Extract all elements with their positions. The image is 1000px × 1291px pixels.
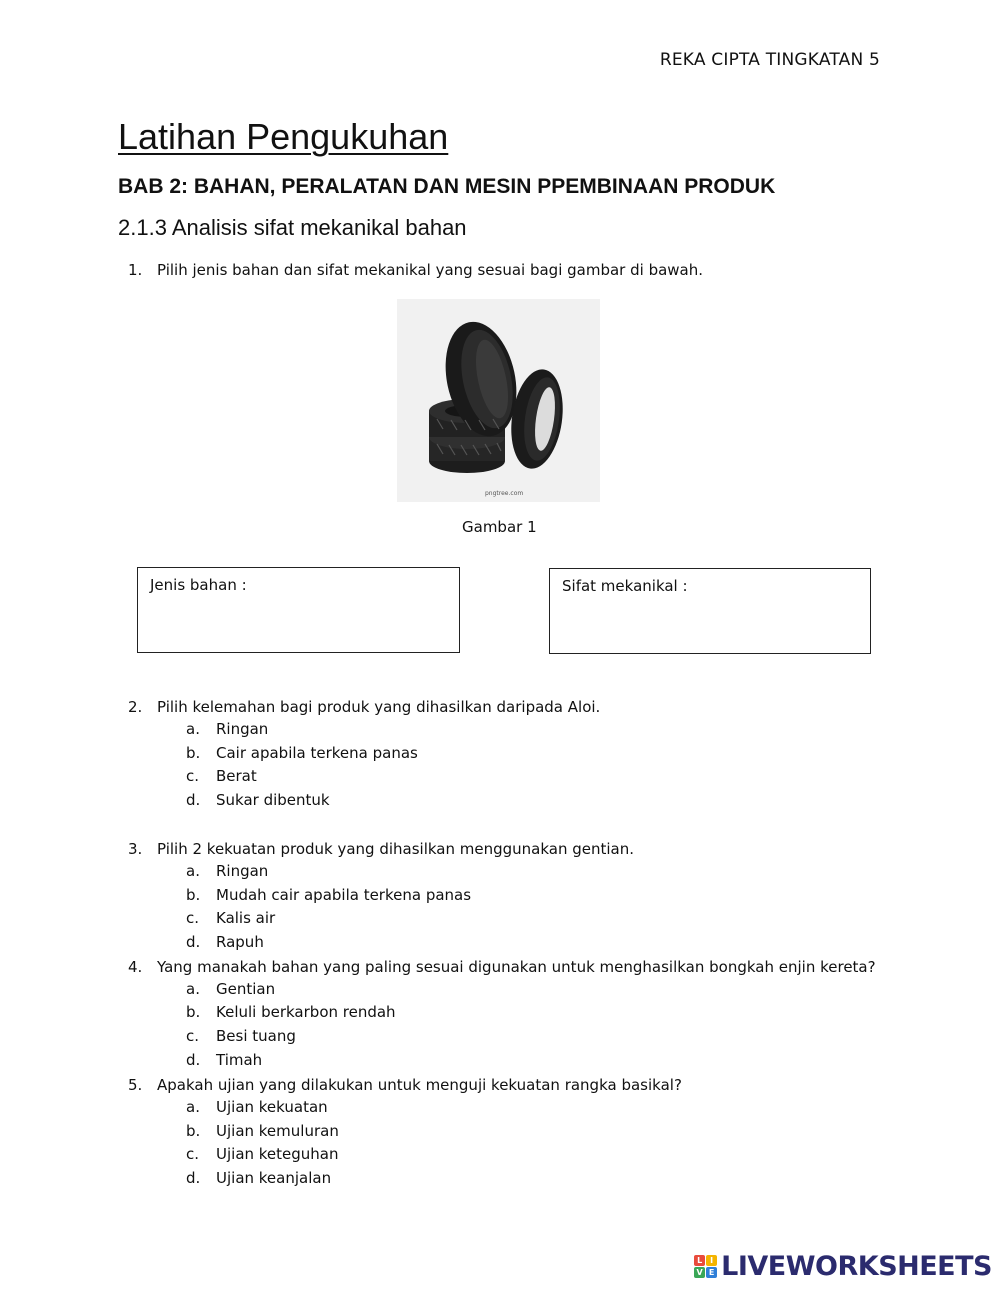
- material-label: Jenis bahan :: [150, 576, 247, 594]
- question-text: Pilih jenis bahan dan sifat mekanikal yang sesuai bagi gambar di bawah.: [157, 261, 704, 279]
- option-text: Mudah cair apabila terkena panas: [216, 886, 472, 904]
- material-answer-box[interactable]: [137, 567, 460, 653]
- option-letter: a.: [186, 720, 200, 738]
- option-letter: a.: [186, 862, 200, 880]
- option-text: Ujian kekuatan: [216, 1098, 328, 1116]
- question-number: 4.: [128, 958, 143, 976]
- question-number: 3.: [128, 840, 143, 858]
- option-letter: b.: [186, 1122, 201, 1140]
- option-letter: c.: [186, 909, 200, 927]
- question-number: 1.: [128, 261, 143, 279]
- option-text: Keluli berkarbon rendah: [216, 1003, 396, 1021]
- option-letter: a.: [186, 980, 200, 998]
- logo-block-v: V: [694, 1267, 705, 1278]
- option-text: Cair apabila terkena panas: [216, 744, 418, 762]
- page-title: Latihan Pengukuhan: [118, 116, 449, 157]
- question-text: Yang manakah bahan yang paling sesuai digunakan untuk menghasilkan bongkah enjin kereta?: [157, 958, 876, 976]
- option-letter: d.: [186, 1169, 201, 1187]
- tyres-image: [397, 299, 600, 502]
- tyres-illustration: [397, 299, 600, 502]
- option-letter: d.: [186, 933, 201, 951]
- option-letter: b.: [186, 1003, 201, 1021]
- property-answer-box[interactable]: [549, 568, 871, 654]
- logo-blocks-icon: [694, 1255, 717, 1278]
- image-watermark: pngtree.com: [485, 490, 524, 497]
- option-text: Ujian keteguhan: [216, 1145, 339, 1163]
- logo-text: LIVEWORKSHEETS: [721, 1250, 992, 1282]
- option-text: Kalis air: [216, 909, 276, 927]
- liveworksheets-logo[interactable]: [694, 1251, 992, 1281]
- option-text: Sukar dibentuk: [216, 791, 330, 809]
- option-text: Rapuh: [216, 933, 264, 951]
- option-text: Ujian keanjalan: [216, 1169, 332, 1187]
- subsection-heading: 2.1.3 Analisis sifat mekanikal bahan: [118, 215, 467, 240]
- option-text: Besi tuang: [216, 1027, 296, 1045]
- option-text: Gentian: [216, 980, 276, 998]
- option-letter: b.: [186, 744, 201, 762]
- option-text: Ringan: [216, 720, 269, 738]
- figure-caption: Gambar 1: [462, 518, 537, 536]
- option-letter: a.: [186, 1098, 200, 1116]
- chapter-heading: BAB 2: BAHAN, PERALATAN DAN MESIN PPEMBINAAN PRODUK: [118, 175, 776, 198]
- option-text: Ujian kemuluran: [216, 1122, 339, 1140]
- question-number: 5.: [128, 1076, 143, 1094]
- option-letter: c.: [186, 1027, 200, 1045]
- question-text: Pilih 2 kekuatan produk yang dihasilkan menggunakan gentian.: [157, 840, 635, 858]
- logo-block-i: I: [706, 1255, 717, 1266]
- option-letter: c.: [186, 1145, 200, 1163]
- question-number: 2.: [128, 698, 143, 716]
- option-letter: b.: [186, 886, 201, 904]
- option-text: Berat: [216, 767, 257, 785]
- question-text: Apakah ujian yang dilakukan untuk menguji kekuatan rangka basikal?: [157, 1076, 682, 1094]
- question-text: Pilih kelemahan bagi produk yang dihasilkan daripada Aloi.: [157, 698, 601, 716]
- option-text: Timah: [216, 1051, 263, 1069]
- logo-block-e: E: [706, 1267, 717, 1278]
- option-letter: c.: [186, 767, 200, 785]
- option-letter: d.: [186, 1051, 201, 1069]
- option-text: Ringan: [216, 862, 269, 880]
- option-letter: d.: [186, 791, 201, 809]
- logo-block-l: L: [694, 1255, 705, 1266]
- header-course-name: REKA CIPTA TINGKATAN 5: [659, 50, 880, 70]
- property-label: Sifat mekanikal :: [562, 577, 688, 595]
